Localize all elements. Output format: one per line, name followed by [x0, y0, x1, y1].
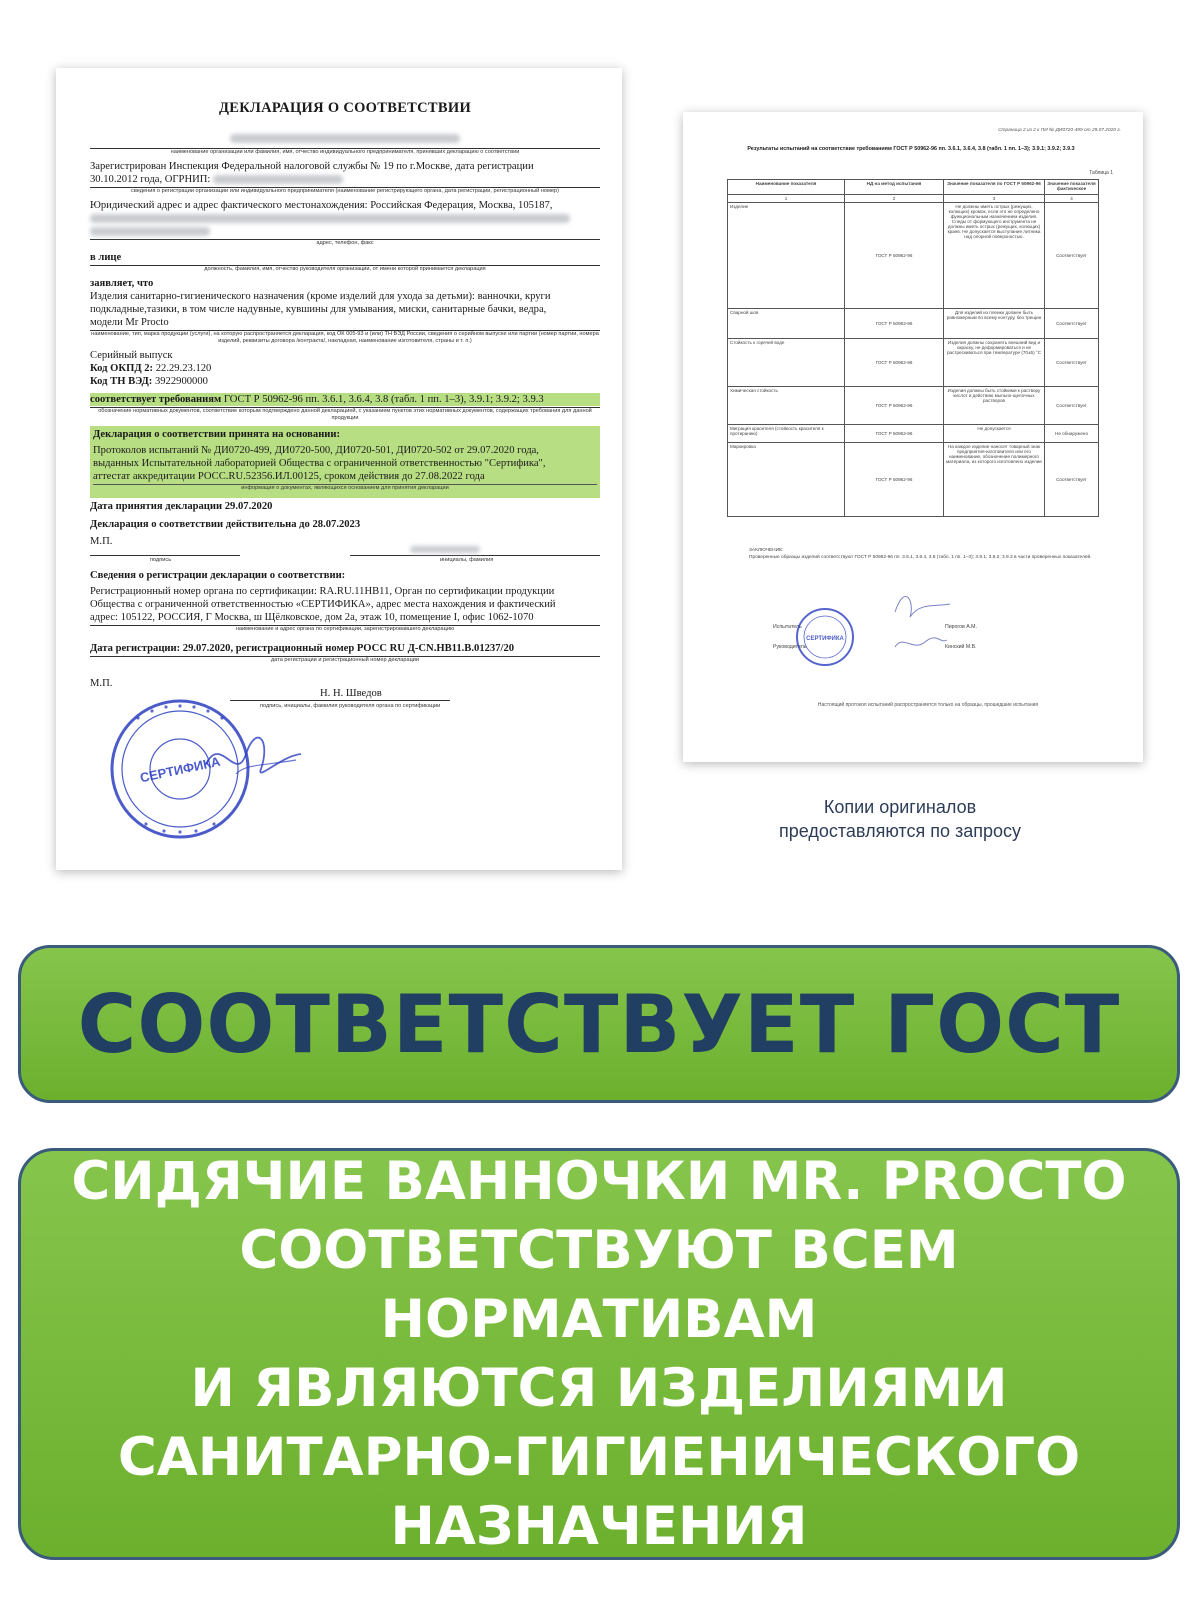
table-row: Маркировка ГОСТ Р 50962-96 На каждое изделие наносят товарный знак предприятия-изготовителя или его наименование, обозначение полимерного материала, из которого изготовлено изделие Соответствует	[728, 443, 1099, 517]
description-banner	[18, 1148, 1180, 1560]
col-number: 4	[1045, 195, 1099, 203]
okpd-line: Код ОКПД 2: 22.29.23.120	[90, 363, 212, 374]
col-header: Наименование показателя	[728, 180, 845, 195]
tester-name: Пирогов А.М.	[945, 624, 977, 630]
caption-org: наименование организации или фамилия, имя, отчество индивидуального предпринимателя, принявших декларацию о соответствии	[90, 148, 600, 156]
basis-label: Декларация о соответствии принята на основании:	[93, 429, 341, 440]
col-number: 1	[728, 195, 845, 203]
head-label: Руководитель	[773, 644, 807, 650]
certification-stamp	[96, 694, 316, 844]
accepted-date: Дата принятия декларации 29.07.2020	[90, 501, 273, 512]
mp-label: М.П.	[90, 536, 113, 547]
basis-line-1: Протоколов испытаний № ДИ0720-499, ДИ0720-500, ДИ0720-501, ДИ0720-502 от 29.07.2020 года,	[93, 445, 539, 456]
results-title: Результаты испытаний на соответствие требованиям ГОСТ Р 50962-96 пп. 3.6.1, 3.6.4, 3.8 (табл. 1 пп. 1–3); 3.9.1; 3.9.2; 3.9.3	[747, 146, 1075, 152]
redacted-ogrnip	[213, 175, 343, 184]
col-number: 2	[845, 195, 944, 203]
lab-stamp-text: СЕРТИФИКА	[806, 636, 844, 642]
caption-initials: инициалы, фамилия	[440, 557, 494, 563]
col-header: НД на метод испытания	[845, 180, 944, 195]
test-results-document	[683, 112, 1143, 762]
caption-signature: подпись	[150, 557, 172, 563]
tnved-line: Код ТН ВЭД: 3922900000	[90, 376, 208, 387]
head-name: Н. Н. Шведов	[320, 688, 382, 699]
gost-banner	[18, 945, 1180, 1103]
signature-row	[90, 536, 600, 552]
results-page-header: Страница 2 из 2 к ПИ № ДИ0720-499 от 29.07.2020 г.	[998, 128, 1121, 133]
complies-line: соответствует требованиям ГОСТ Р 50962-96 пп. 3.6.1, 3.6.4, 3.8 (табл. 1 пп. 1–3), 3.9.1; 3.9.2; 3.9.3	[90, 393, 600, 406]
gost-banner-text: СООТВЕТСТВУЕТ ГОСТ	[77, 977, 1121, 1071]
reg-line-3: адрес: 105122, РОССИЯ, Г Москва, ш Щёлковское, дом 2а, этаж 10, помещение I, офис 1062-1070	[90, 612, 534, 623]
basis-block	[90, 426, 600, 498]
stamp-text: СЕРТИФИКА	[138, 753, 222, 786]
in-person-label: в лице	[90, 252, 122, 263]
head-name-results: Кинский М.В.	[945, 644, 977, 650]
table-label: Таблица 1	[1089, 170, 1113, 176]
col-header: Значение показателя по ГОСТ Р 50962-96	[944, 180, 1045, 195]
table-row: Химическая стойкость ГОСТ Р 50962-96 Изделия должны быть стойкими к раствору кислот и действию мыльно-щелочных растворов Соответствует	[728, 387, 1099, 425]
table-row: Сварной шов ГОСТ Р 50962-96 Для изделий из пленки должен быть равномерным по всему контуру, без трещин Соответствует	[728, 309, 1099, 339]
caption-reg-org: наименование и адрес органа по сертификации, зарегистрировавшего декларацию	[90, 625, 600, 633]
registered-date-line: 30.10.2012 года, ОГРНИП:	[90, 173, 600, 186]
results-table	[727, 179, 1099, 517]
caption-person: должность, фамилия, имя, отчество руководителя организации, от имени которой принимается декларация	[90, 265, 600, 273]
col-number: 3	[944, 195, 1045, 203]
product-line-1: Изделия санитарно-гигиенического назначения (кроме изделий для ухода за детьми): ванночки, круги	[90, 291, 551, 302]
description-banner-text: СИДЯЧИЕ ВАННОЧКИ MR. PROCTO СООТВЕТСТВУЮТ ВСЕМ НОРМАТИВАМ И ЯВЛЯЮТСЯ ИЗДЕЛИЯМИ САНИТАРНО-ГИГИЕНИЧЕСКОГО НАЗНАЧЕНИЯ	[71, 1151, 1127, 1557]
registered-line: Зарегистрирован Инспекция Федеральной налоговой службы № 19 по г.Москве, дата регистрации	[90, 161, 534, 172]
declaration-title: ДЕКЛАРАЦИЯ О СООТВЕТСТВИИ	[218, 100, 472, 116]
reg-date-line: Дата регистрации: 29.07.2020, регистрационный номер РОСС RU Д-CN.НВ11.В.01237/20	[90, 643, 515, 654]
conclusion	[749, 547, 1099, 561]
product-line-2: подкладные,тазики, в том числе надувные, кувшины для умывания, миски, санитарные бачки, ведра,	[90, 304, 547, 315]
table-row: Стойкость к горячей воде ГОСТ Р 50962-96 Изделия должны сохранять внешний вид и окраску, не деформироваться и не растрескиваться при температуре (70±5) °С Соответствует	[728, 339, 1099, 387]
caption-complies: обозначение нормативных документов, соответствие которым подтверждено данной декларацией, с указанием пунктов этих нормативных документов, содержащих требования для данной продукции	[90, 407, 600, 422]
results-footer: Настоящий протокол испытаний распространяется только на образцы, прошедшие испытания	[817, 702, 1039, 708]
caption-basis: информация о документах, являющихся основанием для принятия декларации	[93, 484, 597, 492]
table-row: Изделие ГОСТ Р 50962-96 Не должны иметь острых (режущих, колющих) кромок, если это не определено функциональным назначением изделия. Следы от формующего инструмента не должны иметь острых (режущих, колющих) краев. Не допускается выступание литника над опорной поверхностью. Соответствует	[728, 203, 1099, 309]
mp2-label: М.П.	[90, 678, 113, 689]
redacted-address	[90, 212, 600, 225]
reg-line-1: Регистрационный номер органа по сертификации: RA.RU.11НВ11, Орган по сертификации продукции	[90, 586, 555, 597]
reg-info-label: Сведения о регистрации декларации о соответствии:	[90, 570, 346, 581]
declares-label: заявляет, что	[90, 278, 154, 289]
address-line: Юридический адрес и адрес фактического местонахождения: Российская Федерация, Москва, 105187,	[90, 200, 553, 211]
product-line-3: модели Mr Procto	[90, 317, 169, 328]
basis-line-3: аттестат аккредитации РОСС.RU.52356.ИЛ.00125, сроком действия до 27.08.2022 года	[93, 471, 485, 482]
tester-label: Испытатель	[773, 624, 802, 630]
caption-reg-date: дата регистрации и регистрационный номер декларации	[90, 656, 600, 664]
reg-line-2: Общества с ограниченной ответственностью «СЕРТИФИКА», адрес места нахождения и фактический	[90, 599, 556, 610]
caption-registration: сведения о регистрации организации или индивидуального предпринимателя (наименование регистрирующего органа, дата регистрации, регистрационный номер)	[90, 187, 600, 195]
serial-line: Серийный выпуск	[90, 350, 173, 361]
caption-address: адрес, телефон, факс	[90, 239, 600, 247]
table-row: Миграция красителя (стойкость красителя к протиранию) ГОСТ Р 50962-96 Не допускается Не обнаружено	[728, 425, 1099, 443]
conclusion-label: ЗАКЛЮЧЕНИЕ:	[749, 548, 784, 553]
valid-until: Декларация о соответствии действительна до 28.07.2023	[90, 519, 361, 530]
col-header: Значение показателя фактическое	[1045, 180, 1099, 195]
declaration-document	[56, 68, 622, 870]
caption-head: подпись, инициалы, фамилия руководителя органа по сертификации	[260, 703, 441, 709]
caption-product: наименование, тип, марка продукции (услуги), на которую распространяется декларация, код ОК 005-93 и (или) ТН ВЭД России, сведения о серийном выпуске или партии (номер партии, номера изделий, реквизиты договора /контракта/, накладная, наименование изготовителя, страны и т. п.)	[91, 331, 599, 344]
basis-line-2: выданных Испытательной лабораторией Общества с ограниченной ответственностью "Сертифика",	[93, 458, 546, 469]
lab-stamp-and-signatures	[775, 572, 965, 667]
redacted-org-name	[230, 134, 460, 143]
copies-note: Копии оригиналов предоставляются по запросу	[778, 797, 1022, 841]
conclusion-text: Проверенные образцы изделий соответствуют ГОСТ Р 50962-96 пп. 3.6.1, 3.6.4, 3.8 (табл. 1 пп. 1–3); 3.9.1; 3.9.2; 3.9.3 в части проверенных показателей.	[749, 555, 1092, 560]
redacted-address-2	[90, 225, 600, 238]
